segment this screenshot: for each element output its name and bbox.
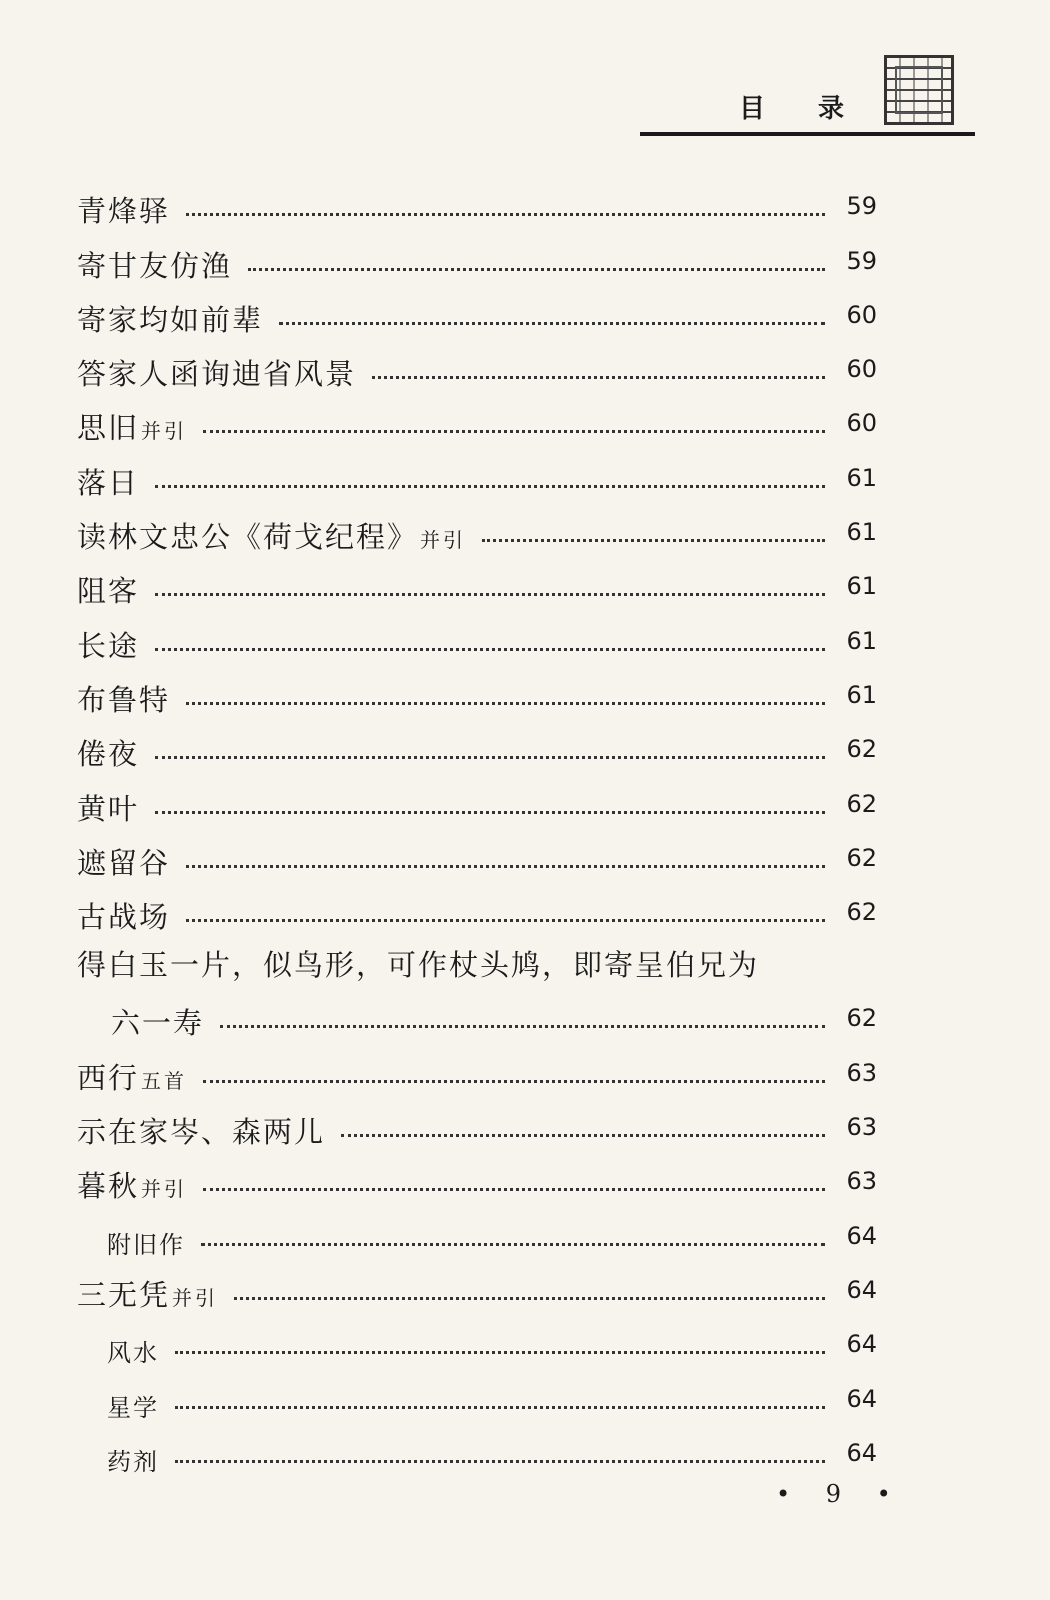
page-number-footer: • 9 • xyxy=(776,1480,905,1508)
dot-leader xyxy=(186,919,825,922)
dot-leader xyxy=(482,539,825,542)
toc-entry-title: 风水 xyxy=(107,1339,159,1368)
dot-leader xyxy=(155,593,825,596)
toc-entry-page: 62 xyxy=(846,1004,877,1033)
toc-entry-title: 思旧 并引 xyxy=(77,411,188,446)
toc-entry[interactable] xyxy=(77,548,877,609)
toc-entry[interactable] xyxy=(77,928,877,983)
toc-entry-page: 61 xyxy=(846,463,877,492)
dot-leader xyxy=(220,1025,825,1028)
toc-entry[interactable] xyxy=(77,765,877,826)
toc-entry-page: 64 xyxy=(846,1275,877,1304)
toc-entry-title: 黄叶 xyxy=(77,791,140,826)
toc-entry-page: 62 xyxy=(846,789,877,818)
toc-entry[interactable] xyxy=(77,168,877,229)
toc-entry-title: 倦夜 xyxy=(77,737,140,772)
dot-leader xyxy=(279,322,825,325)
section-title: 目 录 xyxy=(738,94,866,124)
toc-entry[interactable] xyxy=(77,331,877,392)
toc-entry-page: 60 xyxy=(846,300,877,329)
header-rule xyxy=(640,132,975,136)
toc-entry-page: 61 xyxy=(846,518,877,547)
toc-entry-title: 示在家岑、森两儿 xyxy=(77,1115,326,1150)
toc-entry-page: 60 xyxy=(846,355,877,384)
dot-leader xyxy=(155,756,825,759)
dot-leader xyxy=(186,702,825,705)
dot-leader xyxy=(186,213,825,216)
toc-entry-page: 64 xyxy=(846,1330,877,1359)
toc-entry-title: 读林文忠公《荷戈纪程》 并引 xyxy=(77,520,467,555)
toc-entry[interactable] xyxy=(77,439,877,500)
seal-stamp-icon xyxy=(884,55,954,125)
toc-entry-title: 附旧作 xyxy=(107,1230,185,1259)
page-header xyxy=(739,88,954,125)
toc-entry-title: 布鲁特 xyxy=(77,682,171,717)
toc-entry-title: 寄甘友仿渔 xyxy=(77,248,233,283)
toc-entry-title: 落日 xyxy=(77,465,140,500)
toc-entry-page: 61 xyxy=(846,680,877,709)
dot-leader xyxy=(175,1460,825,1463)
dot-leader xyxy=(203,1188,825,1191)
table-of-contents xyxy=(77,168,877,1476)
toc-entry-note: 并引 xyxy=(172,1285,219,1310)
toc-entry-page: 61 xyxy=(846,572,877,601)
toc-entry-note: 并引 xyxy=(141,1177,188,1202)
dot-leader xyxy=(234,1297,825,1300)
toc-entry-page: 64 xyxy=(846,1384,877,1413)
toc-entry-title: 阻客 xyxy=(77,574,140,609)
toc-entry[interactable] xyxy=(77,1415,877,1476)
toc-entry[interactable] xyxy=(77,980,877,1041)
toc-entry-title: 古战场 xyxy=(77,900,171,935)
toc-entry-page: 62 xyxy=(846,843,877,872)
toc-entry-title: 暮秋 并引 xyxy=(77,1169,188,1204)
toc-entry-note: 并引 xyxy=(420,528,467,553)
dot-leader xyxy=(203,1080,825,1083)
toc-entry[interactable] xyxy=(77,874,877,935)
dot-leader xyxy=(341,1134,825,1137)
toc-entry-page: 59 xyxy=(846,192,877,221)
toc-entry[interactable] xyxy=(77,820,877,880)
toc-entry[interactable] xyxy=(77,277,877,337)
toc-entry-title: 西行 五首 xyxy=(77,1060,188,1095)
toc-entry-note: 五首 xyxy=(141,1068,188,1093)
toc-entry[interactable] xyxy=(77,1306,877,1368)
toc-entry-page: 63 xyxy=(846,1113,877,1142)
dot-leader xyxy=(155,811,825,814)
dot-leader xyxy=(175,1406,825,1409)
toc-entry-title: 星学 xyxy=(107,1393,159,1422)
toc-entry-title: 遮留谷 xyxy=(77,845,171,880)
dot-leader xyxy=(186,865,825,868)
dot-leader xyxy=(155,485,825,488)
toc-entry-title: 药剂 xyxy=(107,1447,159,1476)
toc-entry[interactable] xyxy=(77,711,877,772)
toc-entry-page: 64 xyxy=(846,1221,877,1250)
toc-entry[interactable] xyxy=(77,1252,877,1312)
toc-entry-page: 60 xyxy=(846,409,877,438)
toc-entry[interactable] xyxy=(77,1143,877,1204)
toc-entry-note: 并引 xyxy=(141,419,188,444)
toc-entry-title: 寄家均如前辈 xyxy=(77,302,264,337)
dot-leader xyxy=(201,1243,825,1246)
toc-entry[interactable] xyxy=(77,494,877,555)
toc-entry-page: 63 xyxy=(846,1167,877,1196)
toc-entry[interactable] xyxy=(77,385,877,446)
toc-entry-page: 62 xyxy=(846,735,877,764)
toc-entry-title: 长途 xyxy=(77,628,140,663)
toc-entry-title: 青烽驿 xyxy=(77,194,171,229)
dot-leader xyxy=(155,648,825,651)
toc-entry[interactable] xyxy=(77,1360,877,1422)
toc-entry-page: 61 xyxy=(846,626,877,655)
toc-entry-page: 64 xyxy=(846,1438,877,1467)
toc-entry-page: 63 xyxy=(846,1058,877,1087)
toc-entry[interactable] xyxy=(77,1089,877,1150)
dot-leader xyxy=(175,1351,825,1354)
toc-entry[interactable] xyxy=(77,222,877,283)
toc-entry[interactable] xyxy=(77,657,877,717)
toc-entry[interactable] xyxy=(77,1034,877,1095)
toc-entry-title: 六一寿 xyxy=(111,1006,205,1041)
toc-entry-page: 62 xyxy=(846,898,877,927)
toc-entry-page: 59 xyxy=(846,246,877,275)
toc-entry[interactable] xyxy=(77,1197,877,1259)
toc-entry-title: 答家人函询迪省风景 xyxy=(77,357,357,392)
toc-entry[interactable] xyxy=(77,602,877,663)
dot-leader xyxy=(372,376,825,379)
toc-entry-title: 三无凭 并引 xyxy=(77,1277,219,1312)
dot-leader xyxy=(203,430,825,433)
dot-leader xyxy=(248,268,825,271)
toc-entry-title: 得白玉一片，似鸟形，可作杖头鸠，即寄呈伯兄为 xyxy=(77,948,760,983)
